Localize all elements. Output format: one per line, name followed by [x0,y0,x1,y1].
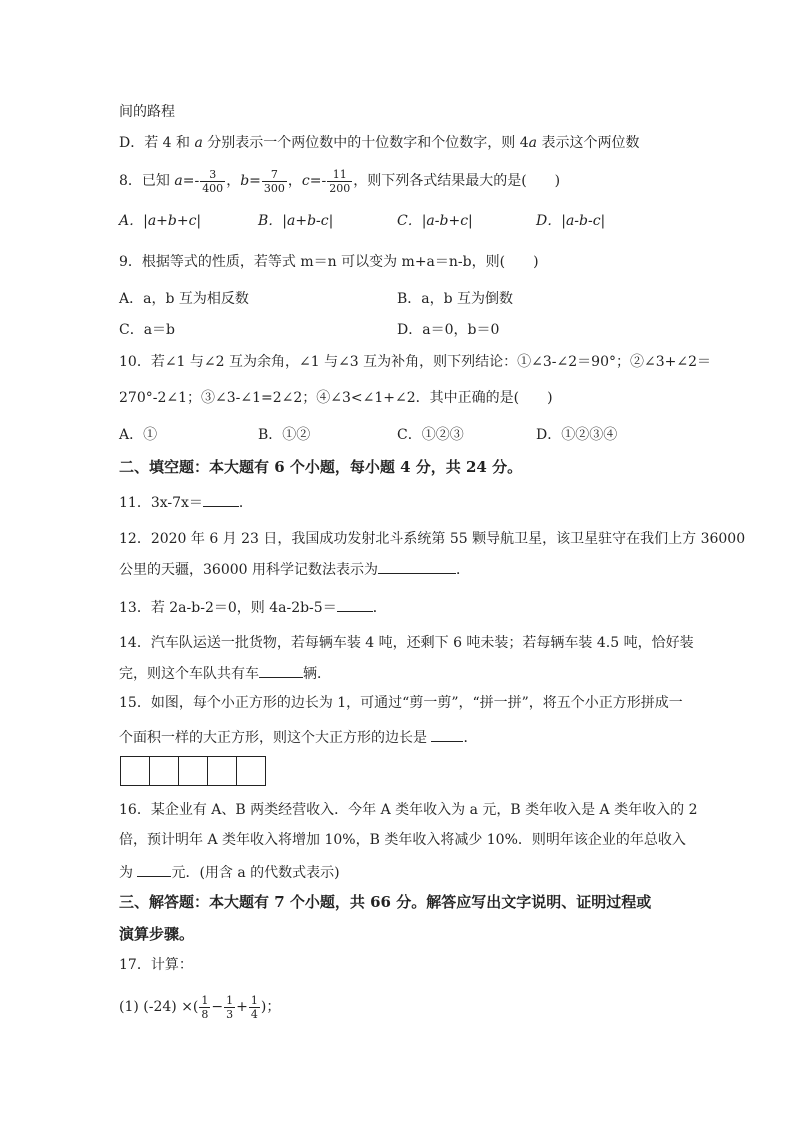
q16-stem-line2: 倍，预计明年 A 类年收入将增加 10%，B 类年收入将减少 10%．则明年该企业的年总收入 [119,832,686,848]
fraction-b: $\frac{7}{300}$ [263,167,285,195]
q7-tail: 间的路程 [119,104,175,120]
q14-stem-line1: 14．汽车队运送一批货物，若每辆车装 4 吨，还剩下 6 吨未装；若每辆车装 4.5 吨，恰好装 [119,635,694,651]
unit-square [236,756,266,786]
q16-stem-line1: 16．某企业有 A、B 两类经营收入．今年 A 类年收入为 a 元，B 类年收入是 A 类年收入的 2 [119,802,698,818]
q17-stem: 17．计算： [119,957,193,973]
section-2-heading: 二、填空题：本大题有 6 个小题，每小题 4 分，共 24 分。 [119,458,523,476]
q8-option-b: B．|a+b-c| [258,213,334,229]
q14-stem-line2: 完，则这个车队共有车 辆． [119,663,331,684]
q13-stem: 13．若 2a-b-2＝0，则 4a-2b-5＝ ． [119,597,387,618]
q9-stem: 9．根据等式的性质，若等式 m＝n 可以变为 m+a＝n-b，则( ) [119,254,539,270]
section-3-heading-line2: 演算步骤。 [119,925,195,943]
unit-square [149,756,179,786]
unit-square [207,756,237,786]
q9-option-c: C．a＝b [119,322,176,338]
unit-square [120,756,150,786]
q8-option-a: A．|a+b+c| [119,213,202,229]
q9-option-b: B．a，b 互为倒数 [397,291,514,307]
five-squares-figure [120,756,266,786]
q12-stem-line2: 公里的天疆，36000 用科学记数法表示为 ． [119,559,470,580]
unit-square [178,756,208,786]
q10-option-b: B．①② [258,427,311,443]
fraction-one-third: $\frac{1}{3}$ [226,993,234,1021]
q7-option-d: D．若 4 和 a 分别表示一个两位数中的十位数字和个位数字，则 4a 表示这个两位数 [119,135,640,151]
q9-option-d: D．a＝0，b＝0 [397,322,500,338]
answer-blank[interactable] [137,862,171,877]
q17-part1: (1) (-24) ×( $\frac{1}{8}$ − $\frac{1}{3}$ + $\frac{1}{4}$ )； [119,993,281,1021]
q10-stem-line2: 270°-2∠1；③∠3-∠1=2∠2；④∠3<∠1+∠2．其中正确的是( ) [119,390,553,406]
q12-stem-line1: 12．2020 年 6 月 23 日，我国成功发射北斗系统第 55 颗导航卫星，该卫星驻守在我们上方 36000 [119,531,746,547]
q15-stem-line2: 个面积一样的大正方形，则这个大正方形的边长是 ． [119,727,477,748]
q9-option-a: A．a，b 互为相反数 [119,291,249,307]
answer-blank[interactable] [259,663,303,678]
fraction-a: $\frac{3}{400}$ [202,167,224,195]
q8-stem: 8．已知 a=- $\frac{3}{400}$ ，b= $\frac{7}{300}$ ，c=- $\frac{11}{200}$ ，则下列各式结果最大的是( ) [119,167,561,195]
q10-stem-line1: 10．若∠1 与∠2 互为余角，∠1 与∠3 互为补角，则下列结论：①∠3-∠2＝90°；②∠3+∠2＝ [119,354,711,370]
fraction-one-eighth: $\frac{1}{8}$ [201,993,209,1021]
q16-stem-line3: 为 元．(用含 a 的代数式表示) [119,862,340,883]
fraction-c: $\frac{11}{200}$ [329,167,351,195]
answer-blank[interactable] [203,492,239,507]
q8-option-d: D．|a-b-c| [536,213,606,229]
q15-stem-line1: 15．如图，每个小正方形的边长为 1，可通过“剪一剪”，“拼一拼”，将五个小正方形拼成一 [119,695,683,711]
q10-option-a: A．① [119,427,158,443]
q10-option-d: D．①②③④ [536,427,618,443]
q8-option-c: C．|a-b+c| [397,213,473,229]
q11-stem: 11．3x-7x＝ ． [119,492,253,513]
section-3-heading-line1: 三、解答题：本大题有 7 个小题，共 66 分。解答应写出文字说明、证明过程或 [119,893,652,911]
answer-blank[interactable] [431,727,463,742]
q10-option-c: C．①②③ [397,427,464,443]
answer-blank[interactable] [337,597,373,612]
fraction-one-fourth: $\frac{1}{4}$ [250,993,258,1021]
answer-blank[interactable] [378,559,456,574]
